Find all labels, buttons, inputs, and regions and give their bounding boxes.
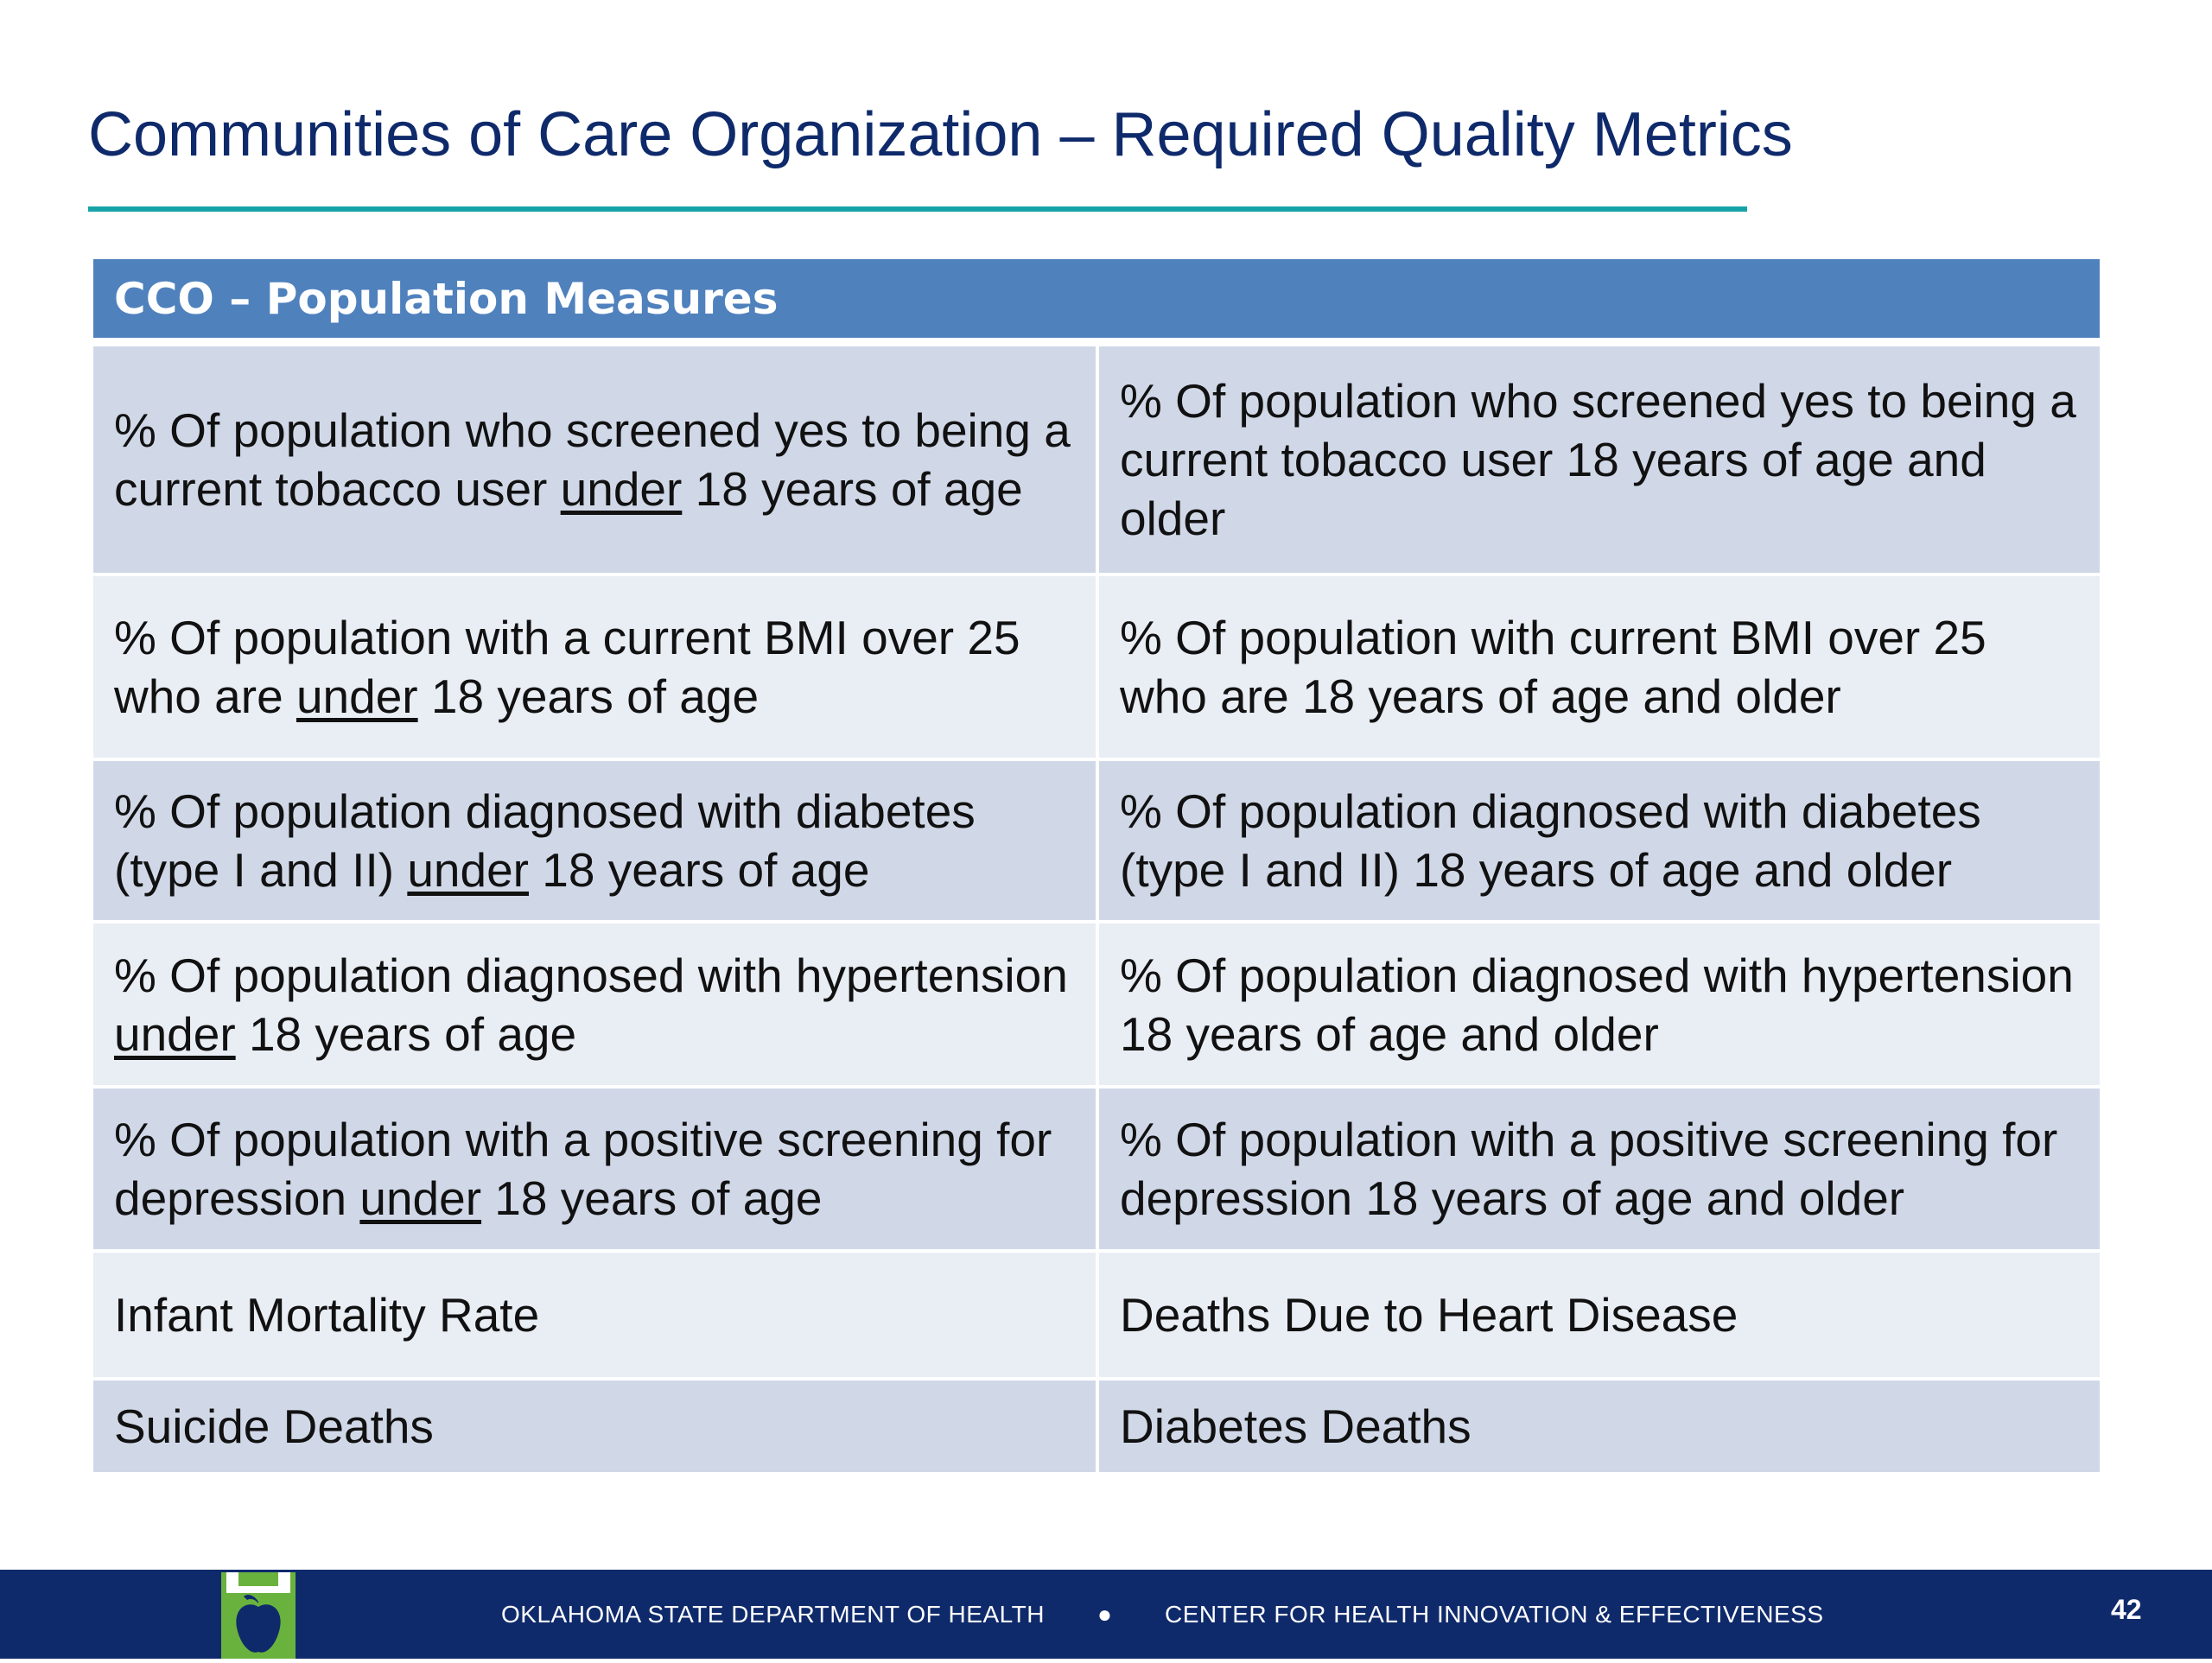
measure-text: % Of population diagnosed with hypertension bbox=[114, 948, 1068, 1002]
measure-text: % Of population with a positive screening for depression bbox=[114, 1113, 1052, 1225]
measure-cell-18-and-older bbox=[1096, 576, 2100, 761]
measure-cell-18-and-older bbox=[1096, 1089, 2100, 1253]
table-row bbox=[93, 1253, 2100, 1381]
measure-text: % Of population with current BMI over 25 who are 18 years of age and older bbox=[1120, 611, 1986, 723]
measure-text: % Of population who screened yes to being a current tobacco user bbox=[114, 403, 1071, 516]
underlined-emphasis: under bbox=[407, 843, 529, 897]
measure-cell-18-and-older bbox=[1096, 346, 2100, 576]
footer-bar bbox=[0, 1570, 2212, 1659]
table-row bbox=[93, 1089, 2100, 1253]
measure-text: 18 years of age bbox=[417, 670, 760, 723]
apple-logo-icon bbox=[221, 1572, 296, 1659]
measure-cell-18-and-older bbox=[1096, 761, 2100, 924]
table-row bbox=[93, 576, 2100, 761]
slide-title: Communities of Care Organization – Required Quality Metrics bbox=[88, 100, 1793, 169]
underlined-emphasis: under bbox=[359, 1171, 482, 1225]
measure-cell-under-18 bbox=[93, 924, 1096, 1089]
measure-cell-left: Infant Mortality Rate bbox=[93, 1253, 1096, 1381]
table-row bbox=[93, 761, 2100, 924]
measure-cell-left: Suicide Deaths bbox=[93, 1381, 1096, 1476]
measure-text: % Of population who screened yes to being a current tobacco user 18 years of age and older bbox=[1120, 374, 2076, 545]
footer-separator: ● bbox=[1097, 1601, 1113, 1628]
measure-cell-18-and-older bbox=[1096, 924, 2100, 1089]
table-header-row bbox=[93, 259, 2100, 346]
page-number: 42 bbox=[2111, 1594, 2142, 1625]
measure-cell-under-18 bbox=[93, 761, 1096, 924]
measure-text: 18 years of age bbox=[235, 1006, 577, 1061]
measure-cell-right: Diabetes Deaths bbox=[1096, 1381, 2100, 1476]
footer-organization: OKLAHOMA STATE DEPARTMENT OF HEALTH bbox=[501, 1601, 1045, 1628]
measure-text: 18 years of age bbox=[481, 1171, 823, 1225]
osdh-logo bbox=[221, 1572, 296, 1659]
measure-text: % Of population diagnosed with diabetes (type I and II) 18 years of age and older bbox=[1120, 784, 1981, 897]
population-measures-table bbox=[93, 259, 2100, 1476]
underlined-emphasis: under bbox=[296, 670, 418, 723]
measure-cell-under-18 bbox=[93, 576, 1096, 761]
underlined-emphasis: under bbox=[560, 462, 683, 516]
measure-cell-right: Deaths Due to Heart Disease bbox=[1096, 1253, 2100, 1381]
measure-text: % Of population with a current BMI over 25 who are bbox=[114, 611, 1020, 723]
measure-text: % Of population diagnosed with hypertension 18 years of age and older bbox=[1120, 948, 2074, 1061]
measure-text: 18 years of age bbox=[529, 843, 870, 897]
footer-center-name: CENTER FOR HEALTH INNOVATION & EFFECTIVENESS bbox=[1165, 1601, 1824, 1628]
title-divider bbox=[88, 206, 1747, 212]
underlined-emphasis: under bbox=[114, 1006, 236, 1061]
table-row bbox=[93, 1381, 2100, 1476]
measure-cell-under-18 bbox=[93, 346, 1096, 576]
measure-text: % Of population diagnosed with diabetes (type I and II) bbox=[114, 784, 976, 897]
measure-cell-under-18 bbox=[93, 1089, 1096, 1253]
table-row bbox=[93, 924, 2100, 1089]
table-row bbox=[93, 346, 2100, 576]
measure-text: 18 years of age bbox=[682, 462, 1023, 516]
table-header: CCO – Population Measures bbox=[93, 259, 2100, 346]
measure-text: % Of population with a positive screening for depression 18 years of age and older bbox=[1120, 1113, 2058, 1225]
